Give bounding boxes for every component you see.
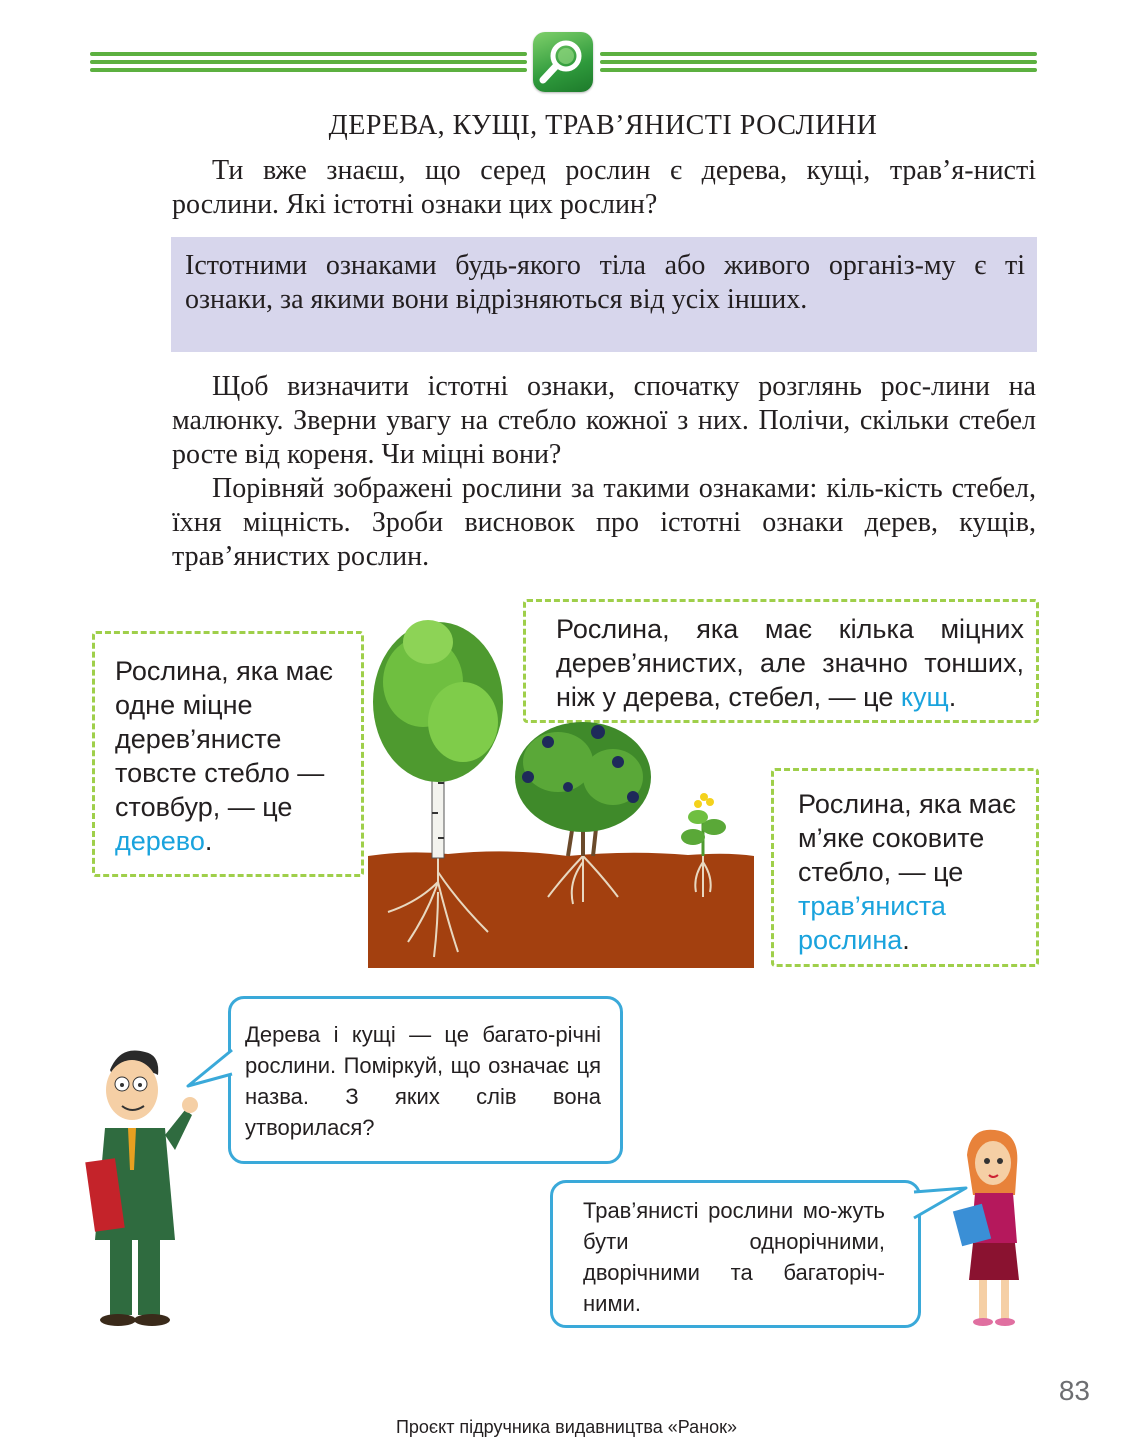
tree-term: дерево [115, 826, 205, 856]
teacher-speech-text: Дерева і кущі — це багато-річні рослини. Поміркуй, що означає ця назва. З яких слів вона утворилася? [245, 1022, 601, 1140]
definition-box [171, 237, 1037, 352]
shrub-definition-text: Рослина, яка має кілька міцних дерев’янистих, але значно тонших, ніж у дерева, стебел, — це кущ. [556, 614, 1024, 712]
magnifier-icon [533, 32, 593, 92]
herb [681, 793, 726, 856]
tree-crown [373, 620, 503, 782]
task2-text: Порівняй зображені рослини за такими ознаками: кіль-кість стебел, їхня міцність. Зроби висновок про істотні ознаки дерев, кущів, трав’янистих рослин. [172, 473, 1036, 572]
header-line-right-3 [600, 68, 1037, 72]
header-line-left-3 [90, 68, 527, 72]
teacher-illustration [80, 1040, 220, 1330]
herb-term: трав’яниста рослина [798, 891, 946, 955]
plants-illustration [368, 612, 754, 968]
tree-definition-text: Рослина, яка має одне міцне дерев’янисте товсте стебло — стовбур, — це дерево. [115, 656, 334, 856]
task2-paragraph [172, 472, 1036, 574]
task1-text: Щоб визначити істотні ознаки, спочатку розглянь рос-лини на малюнку. Зверни увагу на стебло кожної з них. Полічи, скільки стебел росте від кореня. Чи міцні вони? [172, 371, 1036, 470]
header-line-left-1 [90, 52, 527, 56]
shrub-term: кущ [900, 682, 949, 712]
intro-text: Ти вже знаєш, що серед рослин є дерева, кущі, трав’я-нисті рослини. Які істотні ознаки цих рослин? [172, 155, 1036, 220]
header-line-right-2 [600, 60, 1037, 64]
girl-illustration [945, 1125, 1045, 1330]
page-title: ДЕРЕВА, КУЩІ, ТРАВ’ЯНИСТІ РОСЛИНИ [328, 110, 878, 141]
teacher-speech-bubble [228, 996, 623, 1164]
girl-speech-text: Трав’янисті рослини мо-жуть бути однорічними, дворічними та багаторіч-ними. [583, 1198, 885, 1316]
definition-text: Істотними ознаками будь-якого тіла або живого організ-му є ті ознаки, за якими вони відрізняються від усіх інших. [185, 250, 1025, 315]
herb-definition-box [771, 768, 1039, 967]
intro-paragraph [172, 154, 1036, 222]
task1-paragraph [172, 370, 1036, 472]
page-number: 83 [1058, 1375, 1090, 1406]
shrub [515, 722, 651, 856]
header-line-left-2 [90, 60, 527, 64]
herb-definition-text: Рослина, яка має м’яке соковите стебло, — це трав’яниста рослина. [798, 789, 1017, 955]
header-line-right-1 [600, 52, 1037, 56]
girl-speech-bubble [550, 1180, 921, 1328]
footer-text: Проєкт підручника видавництва «Ранок» [395, 1417, 738, 1437]
tree-definition-box [92, 631, 364, 877]
